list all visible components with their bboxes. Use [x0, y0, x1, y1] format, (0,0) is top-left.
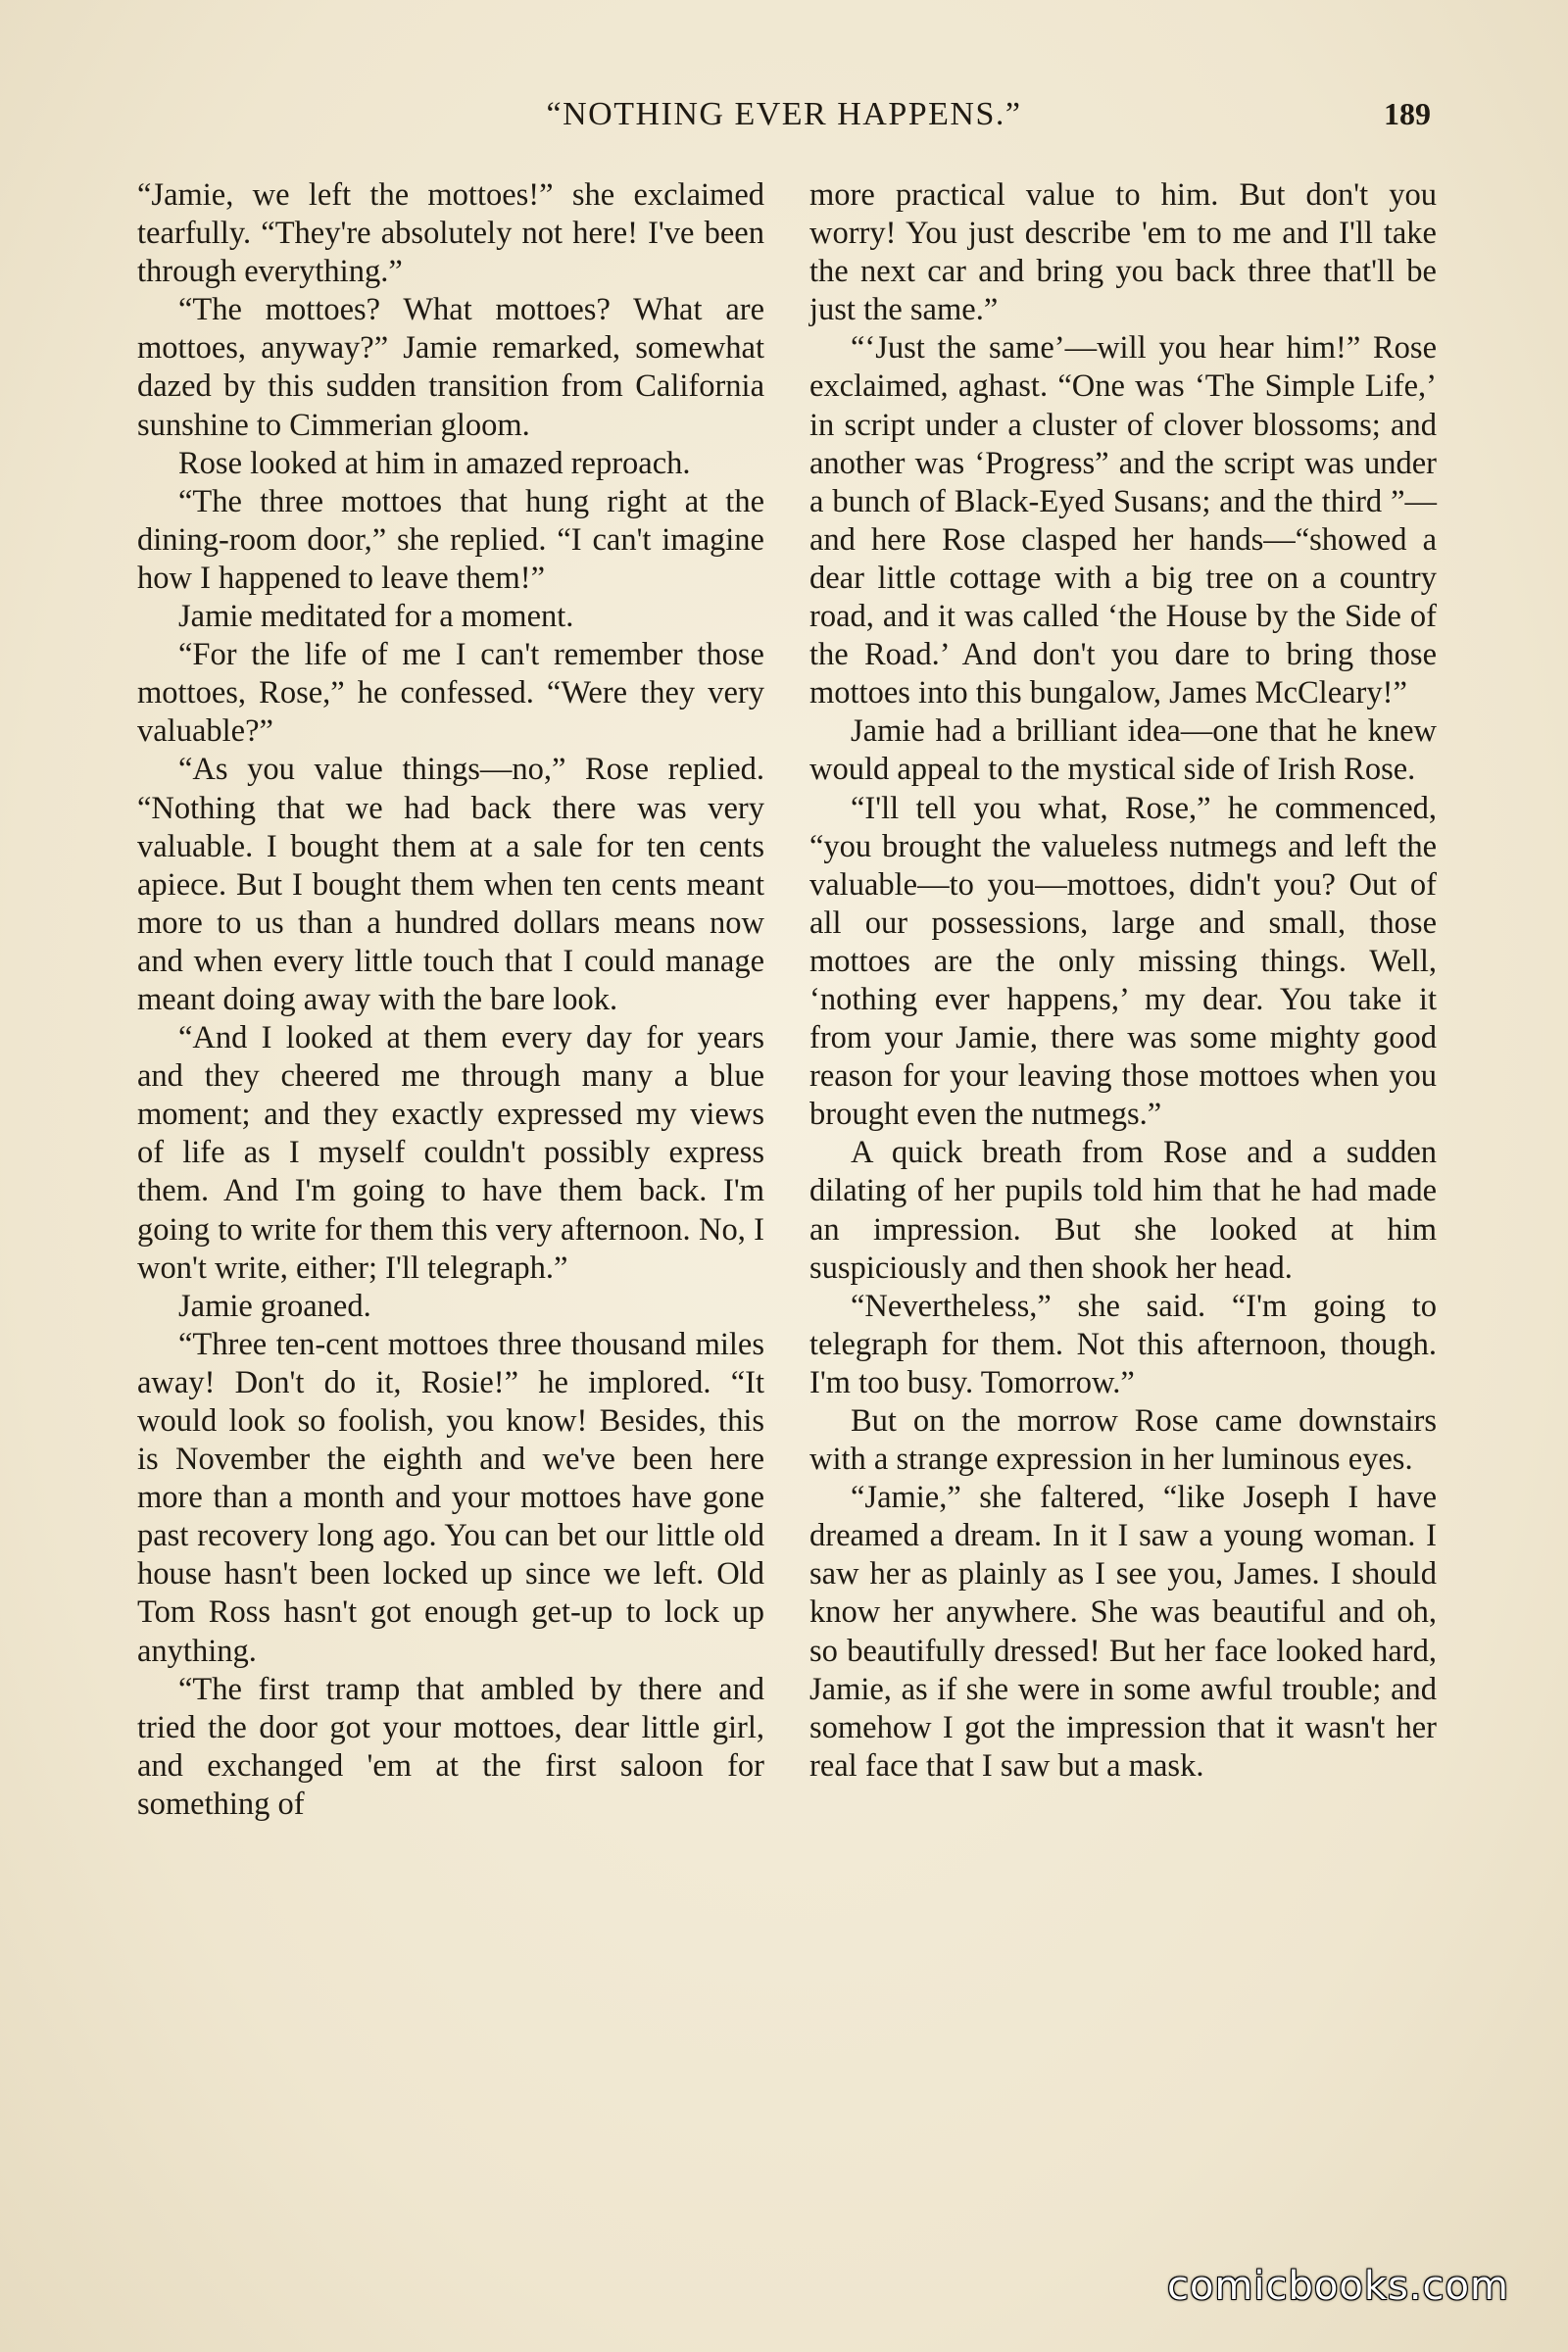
- paragraph: “I'll tell you what, Rose,” he commenced, “you brought the valueless nutmegs and left the valuable—to you—mottoes, didn't you? Out of all our possessions, large and small, those mottoes are the only missing things. Well, ‘nothing ever happens,’ my dear. You take it from your Jamie, there was some mighty good reason for your leaving those mottoes when you brought even the nutmegs.”: [809, 790, 1437, 1133]
- paragraph: “The mottoes? What mottoes? What are mottoes, anyway?” Jamie remarked, somewhat dazed by this sudden transition from California sunshine to Cimmerian gloom.: [137, 292, 764, 443]
- paragraph: “Nevertheless,” she said. “I'm going to telegraph for them. Not this afternoon, though. I'm too busy. Tomorrow.”: [809, 1288, 1437, 1400]
- left-column: [137, 176, 764, 2215]
- watermark-logo: comicbooks.com: [1166, 2264, 1509, 2309]
- paragraph: Jamie groaned.: [178, 1288, 371, 1324]
- paragraph: Jamie had a brilliant idea—one that he knew would appeal to the mystical side of Irish Rose.: [809, 713, 1437, 788]
- paragraph: “Jamie, we left the mottoes!” she exclaimed tearfully. “They're absolutely not here! I've been through everything.”: [137, 177, 764, 290]
- paragraph: But on the morrow Rose came downstairs with a strange expression in her luminous eyes.: [809, 1403, 1437, 1478]
- paragraph: “Jamie,” she faltered, “like Joseph I have dreamed a dream. In it I saw a young woman. I saw her as plainly as I see you, James. I should know her anywhere. She was beautiful and oh, so beautifully dressed! But her face looked hard, Jamie, as if she were in some awful trouble; and somehow I got the impression that it wasn't her real face that I saw but a mask.: [809, 1480, 1437, 1784]
- running-title: “NOTHING EVER HAPPENS.”: [546, 96, 1022, 132]
- paragraph: “And I looked at them every day for years and they cheered me through many a blue moment; and they exactly expressed my views of life as I myself couldn't possibly express them. And I'm going to have them back. I'm going to write for them this very afternoon. No, I won't write, either; I'll telegraph.”: [137, 1020, 764, 1286]
- paragraph: “The three mottoes that hung right at the dining-room door,” she replied. “I can't imagine how I happened to leave them!”: [137, 483, 764, 596]
- paragraph: “‘Just the same’—will you hear him!” Rose exclaimed, aghast. “One was ‘The Simple Life,’ in script under a cluster of clover blossoms; and another was ‘Progress” and the script was under a bunch of Black-Eyed Susans; and the third ”—and here Rose clasped her hands—“showed a dear little cottage with a big tree on a country road, and it was called ‘the House by the Side of the Road.’ And don't you dare to bring those mottoes into this bungalow, James McCleary!”: [809, 330, 1437, 711]
- paragraph: “For the life of me I can't remember those mottoes, Rose,” he confessed. “Were they very valuable?”: [137, 637, 764, 750]
- running-head: [137, 96, 1431, 141]
- paragraph: “As you value things—no,” Rose replied. “Nothing that we had back there was very valuable. I bought them at a sale for ten cents apiece. But I bought them when ten cents meant more to us than a hundred dollars means now and when every little touch that I could manage meant doing away with the bare look.: [137, 752, 764, 1017]
- paragraph: “Three ten-cent mottoes three thousand miles away! Don't do it, Rosie!” he implored. “It would look so foolish, you know! Besides, this is November the eighth and we've been here more than a month and your mottoes have gone past recovery long ago. You can bet our little old house hasn't been locked up since we left. Old Tom Ross hasn't got enough get-up to lock up anything.: [137, 1326, 764, 1669]
- paragraph: “The first tramp that ambled by there and tried the door got your mottoes, dear little girl, and exchanged 'em at the first saloon for something of: [137, 1671, 764, 1822]
- paragraph: A quick breath from Rose and a sudden dilating of her pupils told him that he had made an impression. But she looked at him suspiciously and then shook her head.: [809, 1135, 1437, 1286]
- paragraph: Jamie meditated for a moment.: [178, 599, 574, 635]
- right-column: [809, 176, 1437, 2215]
- paragraph: more practical value to him. But don't you worry! You just describe 'em to me and I'll take the next car and bring you back three that'll be just the same.”: [809, 177, 1437, 328]
- paragraph: Rose looked at him in amazed reproach.: [178, 445, 691, 481]
- page-number: 189: [1384, 96, 1431, 131]
